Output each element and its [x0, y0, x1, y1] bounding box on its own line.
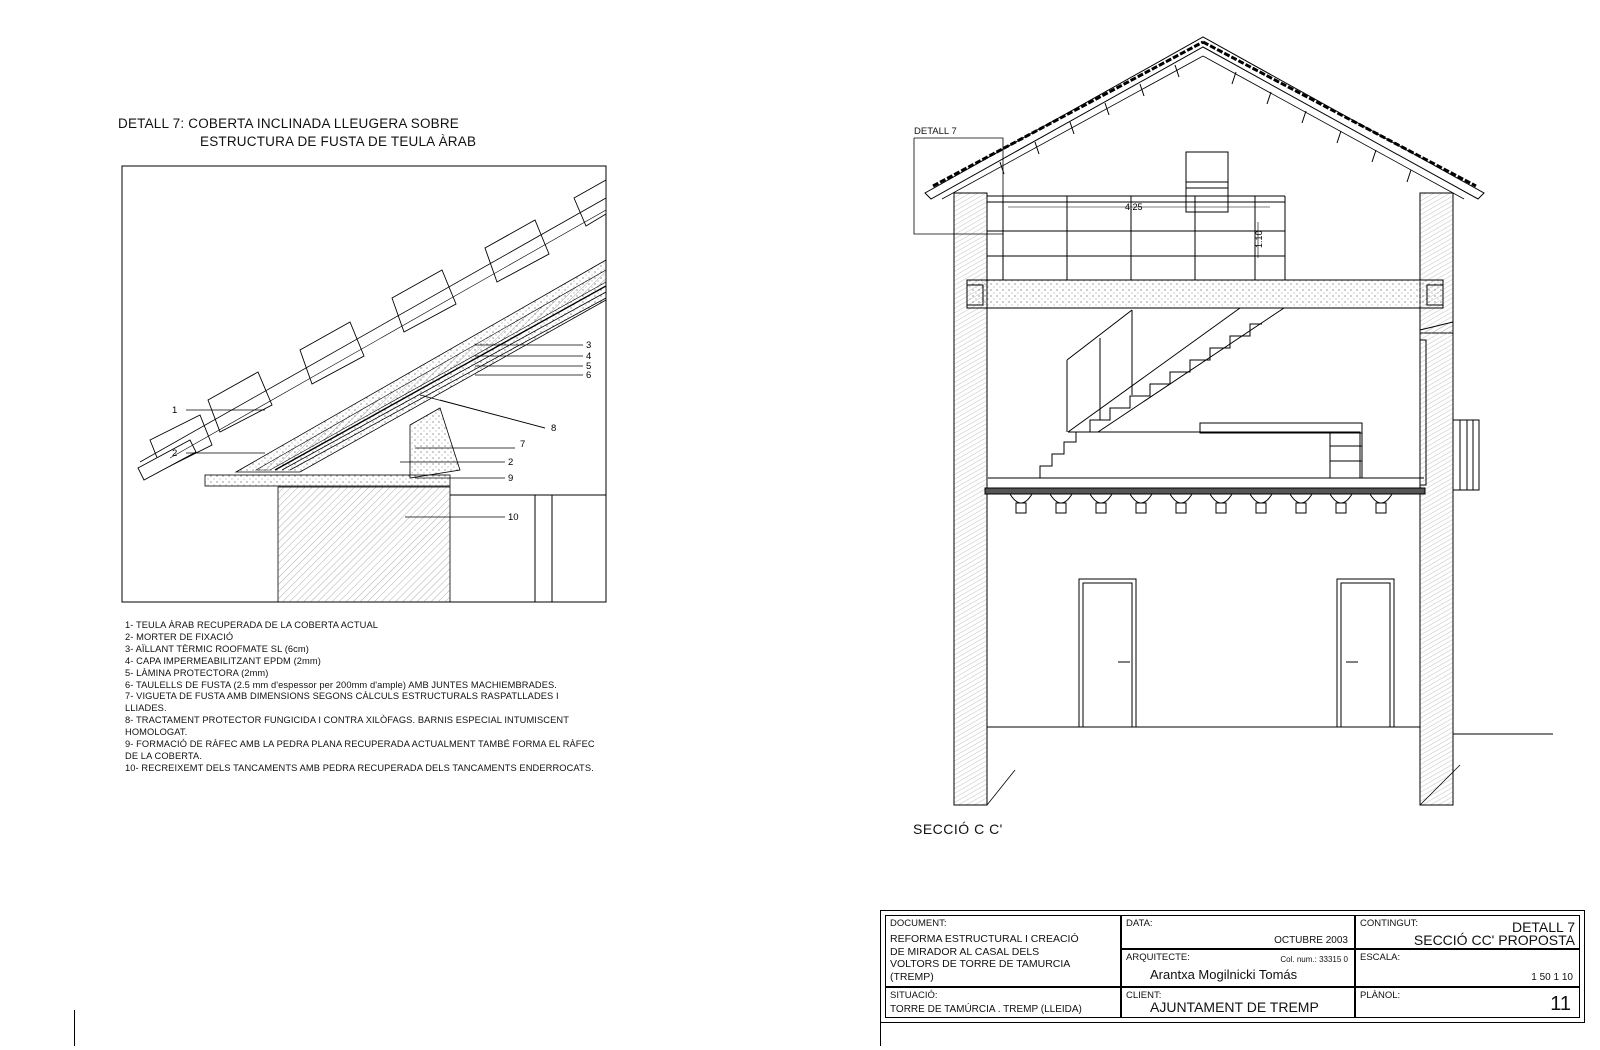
roof-outline — [925, 37, 1484, 199]
client-cell — [1121, 987, 1355, 1018]
contingut-value1: DETALL 7 — [1511, 919, 1575, 935]
wall-masonry — [278, 487, 450, 602]
arquitecte-value: Arantxa Mogilnicki Tomás — [1150, 967, 1298, 982]
callout-8: 8 — [551, 423, 557, 434]
stair — [988, 308, 1424, 478]
planol-cell — [1355, 987, 1580, 1018]
document-label: DOCUMENT: — [890, 918, 947, 929]
right-wall-upper — [1420, 193, 1453, 333]
note-9: 9- FORMACIÓ DE RÀFEC AMB LA PEDRA PLANA RECUPERADA ACTUALMENT TAMBÉ FORMA EL RÀFEC DE LA COBERTA. — [125, 739, 595, 761]
callout-9: 9 — [508, 473, 514, 484]
right-wall-lower — [1420, 322, 1453, 805]
section-label: SECCIÓ C C' — [913, 821, 1003, 837]
callout-5: 5 — [586, 361, 592, 372]
margin-tick-right — [880, 1010, 881, 1046]
callout-6: 6 — [586, 370, 592, 381]
note-1: 1- TEULA ÀRAB RECUPERADA DE LA COBERTA ACTUAL — [125, 620, 379, 630]
note-4: 4- CAPA IMPERMEABILITZANT EPDM (2mm) — [125, 655, 321, 666]
note-2: 2- MORTER DE FIXACIÓ — [125, 631, 234, 642]
title-block — [880, 910, 1585, 1023]
callout-7: 7 — [520, 439, 526, 450]
callout-3: 3 — [586, 340, 592, 351]
data-cell — [1121, 915, 1355, 949]
callout-2: 2 — [172, 448, 178, 459]
arquitecte-label: ARQUITECTE: — [1126, 952, 1190, 963]
col-num: Col. num.: 33315 0 — [1280, 955, 1348, 964]
note-5: 5- LÀMINA PROTECTORA (2mm) — [125, 667, 269, 678]
escala-label: ESCALA: — [1360, 952, 1401, 963]
callout-10: 10 — [508, 512, 519, 523]
callout-2b: 2 — [508, 457, 514, 468]
callout-4: 4 — [586, 351, 592, 362]
note-8: 8- TRACTAMENT PROTECTOR FUNGICIDA I CONTRA XILÒFAGS. BARNIS ESPECIAL INTUMISCENT HOMOLOGAT. — [125, 715, 569, 738]
mirador-floor-beam — [967, 280, 1443, 308]
document-value: REFORMA ESTRUCTURAL I CREACIÓ DE MIRADOR AL CASAL DELS VOLTORS DE TORRE DE TAMURCIA (TREMP) — [890, 933, 1079, 983]
planol-value: 11 — [1550, 993, 1571, 1015]
margin-tick-left — [74, 1010, 75, 1046]
contingut-value2: SECCIÓ CC' PROPOSTA — [1413, 932, 1575, 948]
contingut-label: CONTINGUT: — [1360, 918, 1419, 929]
beam — [410, 408, 460, 478]
arquitecte-cell — [1121, 949, 1355, 987]
detail7-tag: DETALL 7 — [914, 126, 957, 137]
detail-title-line2: ESTRUCTURA DE FUSTA DE TEULA ÀRAB — [200, 134, 477, 149]
detail-title-line1: DETALL 7: COBERTA INCLINADA LLEUGERA SOBRE — [118, 116, 460, 131]
situacio-label: SITUACIÓ: — [890, 990, 938, 1001]
escala-cell — [1355, 949, 1580, 987]
note-10: 10- RECREIXEMT DELS TANCAMENTS AMB PEDRA RECUPERADA DELS TANCAMENTS ENDERROCATS. — [125, 762, 594, 773]
note-6: 6- TAULELLS DE FUSTA (2.5 mm d'espessor per 200mm d'ample) AMB JUNTES MACHIEMBRADES. — [125, 679, 557, 690]
note-3: 3- AÏLLANT TÈRMIC ROOFMATE SL (6cm) — [125, 643, 309, 654]
escala-value: 1 50 1 10 — [1531, 972, 1573, 983]
client-value: AJUNTAMENT DE TREMP — [1150, 999, 1319, 1015]
data-label: DATA: — [1126, 918, 1153, 929]
detail-notes — [125, 620, 595, 775]
detail-roof-section — [138, 180, 606, 602]
note-7: 7- VIGUETA DE FUSTA AMB DIMENSIONS SEGONS CÀLCULS ESTRUCTURALS RASPATLLADES I LLIADES. — [125, 691, 559, 714]
document-cell — [885, 915, 1121, 987]
dim-width: 4.25 — [1125, 202, 1143, 212]
floor-joists — [1010, 494, 1392, 513]
client-label: CLIENT: — [1126, 990, 1162, 1001]
dim-height: 1.10 — [1254, 230, 1264, 248]
section-drawing — [914, 37, 1553, 805]
callout-1: 1 — [172, 405, 178, 416]
planol-label: PLÀNOL: — [1360, 990, 1401, 1001]
data-value: OCTUBRE 2003 — [1274, 935, 1348, 946]
doors — [1079, 579, 1394, 727]
situacio-value: TORRE DE TAMÚRCIA . TREMP (LLEIDA) — [890, 1004, 1082, 1015]
main-floor — [985, 488, 1425, 494]
contingut-cell — [1355, 915, 1580, 949]
situacio-cell — [885, 987, 1121, 1018]
